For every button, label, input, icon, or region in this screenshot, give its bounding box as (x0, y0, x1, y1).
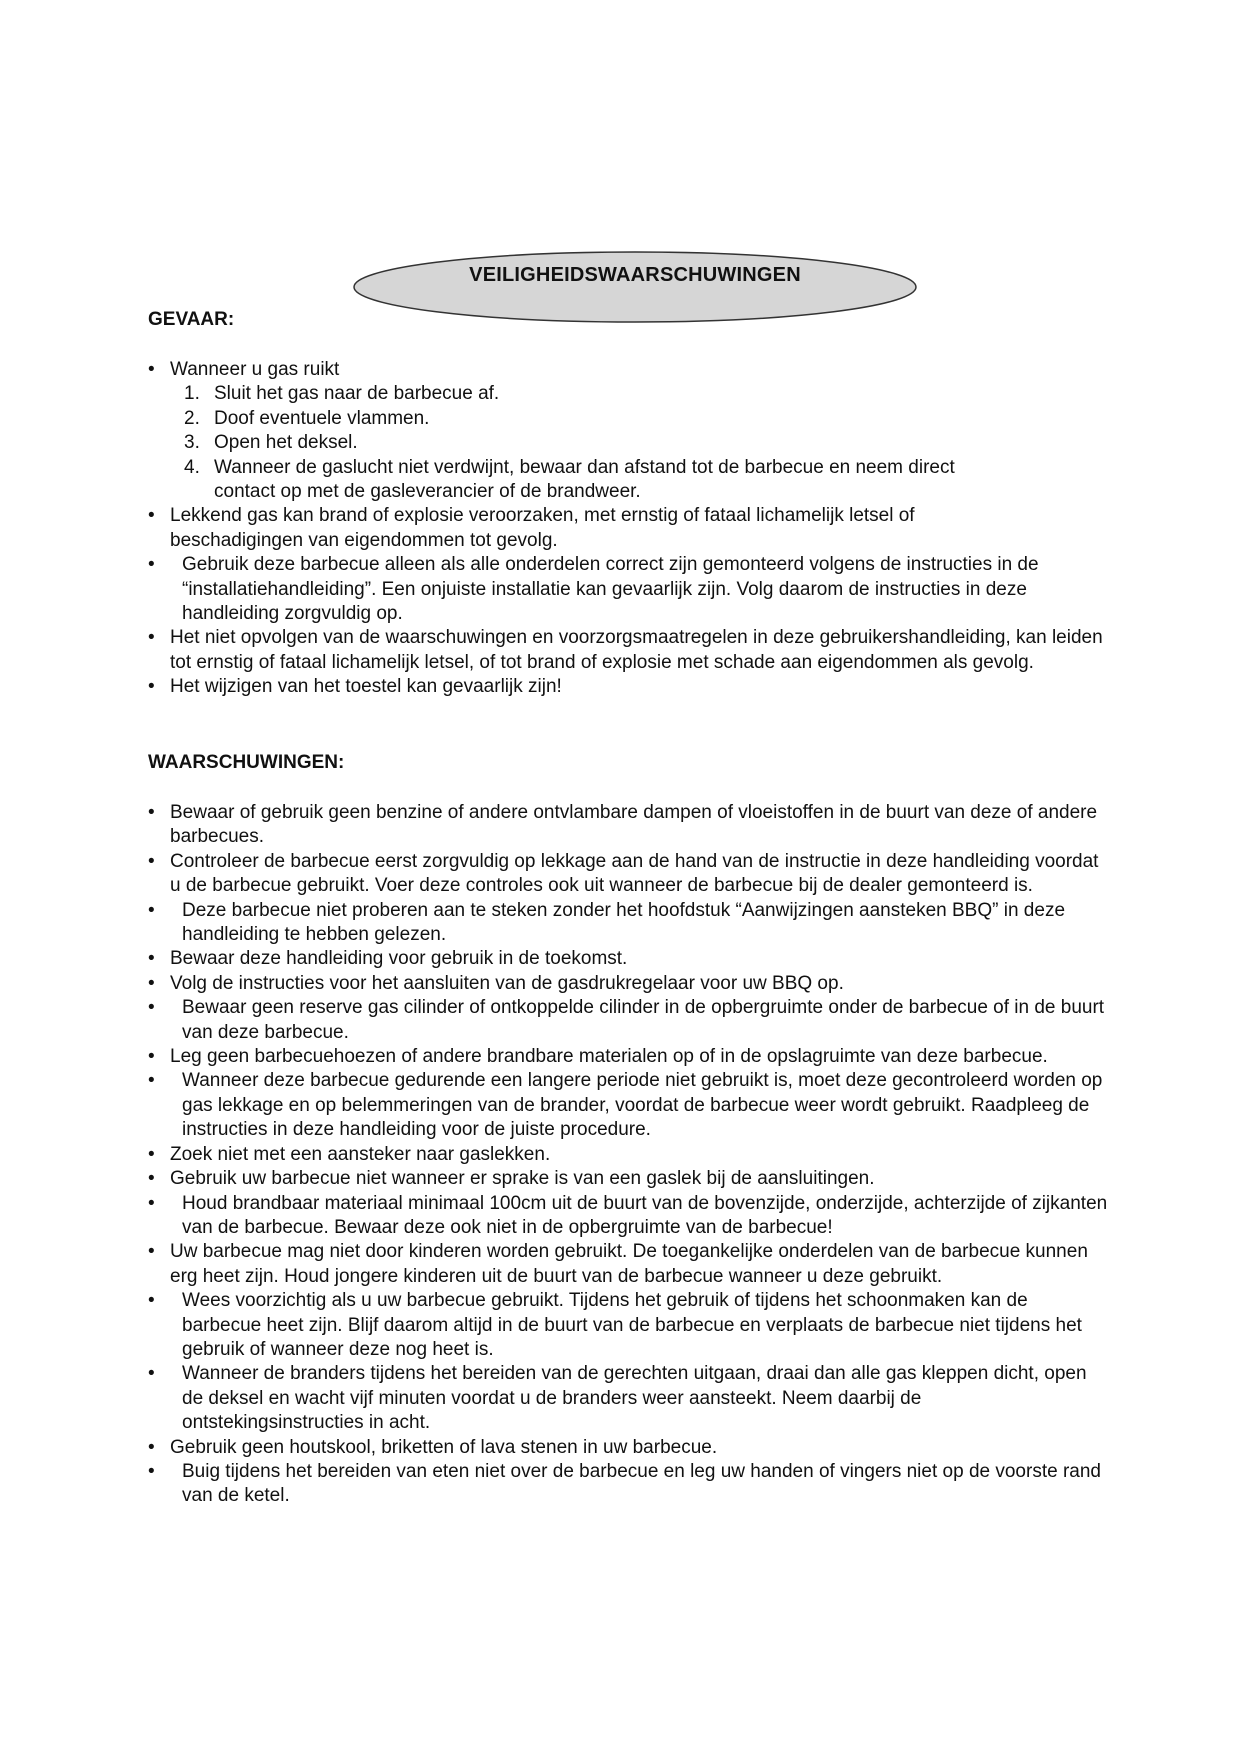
bullet-icon: • (148, 1046, 155, 1068)
list-item: • Wanneer deze barbecue gedurende een langere periode niet gebruikt is, moet deze gecontroleerd worden op gas lekkage en op belemmeringen van de brander, voordat de barbecue weer wordt gebruikt. Raadpleeg de instructies in deze handleiding voor de juiste procedure. (148, 1070, 1103, 1141)
list-item: • Gebruik uw barbecue niet wanneer er sprake is van een gaslek bij de aansluitingen. (148, 1167, 1108, 1191)
bullet-icon: • (148, 899, 155, 921)
list-item: • Bewaar geen reserve gas cilinder of ontkoppelde cilinder in de opbergruimte onder de barbecue of in de buurt van deze barbecue. (148, 997, 1105, 1043)
list-item: • Gebruik deze barbecue alleen als alle onderdelen correct zijn gemonteerd volgens de instructies in de “installatiehandleiding”. Een onjuiste installatie kan gevaarlijk zijn. Volg daarom de instructies in deze handleiding zorgvuldig op. (148, 554, 1039, 625)
page-title: VEILIGHEIDSWAARSCHUWINGEN (469, 264, 801, 286)
gevaar-heading: GEVAAR: (148, 309, 235, 330)
list-item: • Houd brandbaar materiaal minimaal 100cm uit de buurt van de bovenzijde, onderzijde, achterzijde of zijkanten van de barbecue. Bewaar deze ook niet in de opbergruimte van de barbecue! (148, 1192, 1108, 1238)
gas-smell-steps (170, 382, 1108, 504)
list-item: 2. Doof eventuele vlammen. (184, 407, 430, 429)
bullet-icon: • (148, 1460, 155, 1482)
bullet-icon: • (148, 802, 155, 823)
bullet-icon: • (148, 972, 155, 994)
bullet-icon: • (148, 1192, 155, 1214)
list-item: • Controleer de barbecue eerst zorgvuldig op lekkage aan de hand van de instructie in deze handleiding voordat u de barbecue gebruikt. Voer deze controles ook uit wanneer de barbecue bij de dealer gemonteerd is. (148, 850, 1099, 897)
list-item: • Gebruik geen houtskool, briketten of lava stenen in uw barbecue. (148, 1436, 1108, 1460)
bullet-icon: • (148, 948, 155, 970)
bullet-icon: • (148, 1143, 155, 1165)
list-item: • Lekkend gas kan brand of explosie veroorzaken, met ernstig of fataal lichamelijk letsel of beschadigingen van eigendommen tot gevolg. (148, 505, 915, 551)
list-item: • Volg de instructies voor het aansluiten van de gasdrukregelaar voor uw BBQ op. (148, 972, 1108, 996)
bullet-icon: • (148, 1290, 155, 1312)
bullet-icon: • (148, 505, 155, 527)
list-item: • Bewaar deze handleiding voor gebruik in de toekomst. (148, 947, 1108, 971)
list-item: • Het wijzigen van het toestel kan gevaarlijk zijn! (148, 675, 1108, 699)
list-item: • Het niet opvolgen van de waarschuwingen en voorzorgsmaatregelen in deze gebruikershandleiding, kan leiden tot ernstig of fataal lichamelijk letsel, of tot brand of explosie met schade aan eigendommen als gevolg. (148, 627, 1103, 673)
bullet-icon: • (148, 1363, 155, 1385)
waarschuwingen-list (148, 801, 1108, 1509)
list-item: • Wanneer u gas ruikt 1. Sluit het gas naar de barbecue af. 2. Doof eventuele vlammen. 3. Open het deksel. 4. Wanneer de gaslucht niet verdwijnt, bewaar dan afstand tot de barbecue en neem direct contact op met de gasleverancier of de brandweer. (148, 358, 1108, 504)
list-item: • Bewaar of gebruik geen benzine of andere ontvlambare dampen of vloeistoffen in de buurt van deze of andere barbecues. (148, 802, 1098, 848)
list-item: • Uw barbecue mag niet door kinderen worden gebruikt. De toegankelijke onderdelen van de barbecue kunnen erg heet zijn. Houd jongere kinderen uit de buurt van de barbecue wanneer u deze gebruikt. (148, 1241, 1088, 1287)
list-item: • Zoek niet met een aansteker naar gaslekken. (148, 1143, 1108, 1167)
bullet-icon: • (148, 627, 155, 649)
title-oval-shape (350, 248, 920, 326)
bullet-icon: • (148, 1241, 155, 1263)
list-item: • Wees voorzichtig als u uw barbecue gebruikt. Tijdens het gebruik of tijdens het schoonmaken kan de barbecue heet zijn. Blijf daarom altijd in de buurt van de barbecue en verplaats de barbecue niet tijdens het gebruik of wanneer deze nog heet is. (148, 1290, 1082, 1360)
list-item: • Leg geen barbecuehoezen of andere brandbare materialen op of in de opslagruimte van deze barbecue. (148, 1045, 1108, 1069)
list-item: 3. Open het deksel. (184, 432, 358, 454)
list-item: • Wanneer de branders tijdens het bereiden van de gerechten uitgaan, draai dan alle gas kleppen dicht, open de deksel en wacht vijf minuten voordat u de branders weer aansteekt. Neem daarbij de ontstekingsinstructies in acht. (148, 1363, 1087, 1434)
gevaar-list (148, 358, 1108, 700)
bullet-icon: • (148, 997, 155, 1019)
waarschuwingen-heading: WAARSCHUWINGEN: (148, 752, 345, 773)
bullet-icon: • (148, 1070, 155, 1092)
list-item: 1. Sluit het gas naar de barbecue af. (184, 383, 500, 405)
bullet-icon: • (148, 359, 155, 380)
bullet-icon: • (148, 1436, 155, 1458)
list-item: • Buig tijdens het bereiden van eten niet over de barbecue en leg uw handen of vingers niet op de voorste rand van de ketel. (148, 1460, 1101, 1507)
bullet-icon: • (148, 676, 155, 698)
bullet-icon: • (148, 554, 155, 576)
list-item: 4. Wanneer de gaslucht niet verdwijnt, bewaar dan afstand tot de barbecue en neem direct contact op met de gasleverancier of de brandweer. (184, 456, 955, 503)
title-banner (350, 248, 920, 326)
bullet-icon: • (148, 1168, 155, 1190)
bullet-icon: • (148, 850, 155, 872)
list-item: • Deze barbecue niet proberen aan te steken zonder het hoofdstuk “Aanwijzingen aansteken BBQ” in deze handleiding te hebben gelezen. (148, 899, 1066, 946)
